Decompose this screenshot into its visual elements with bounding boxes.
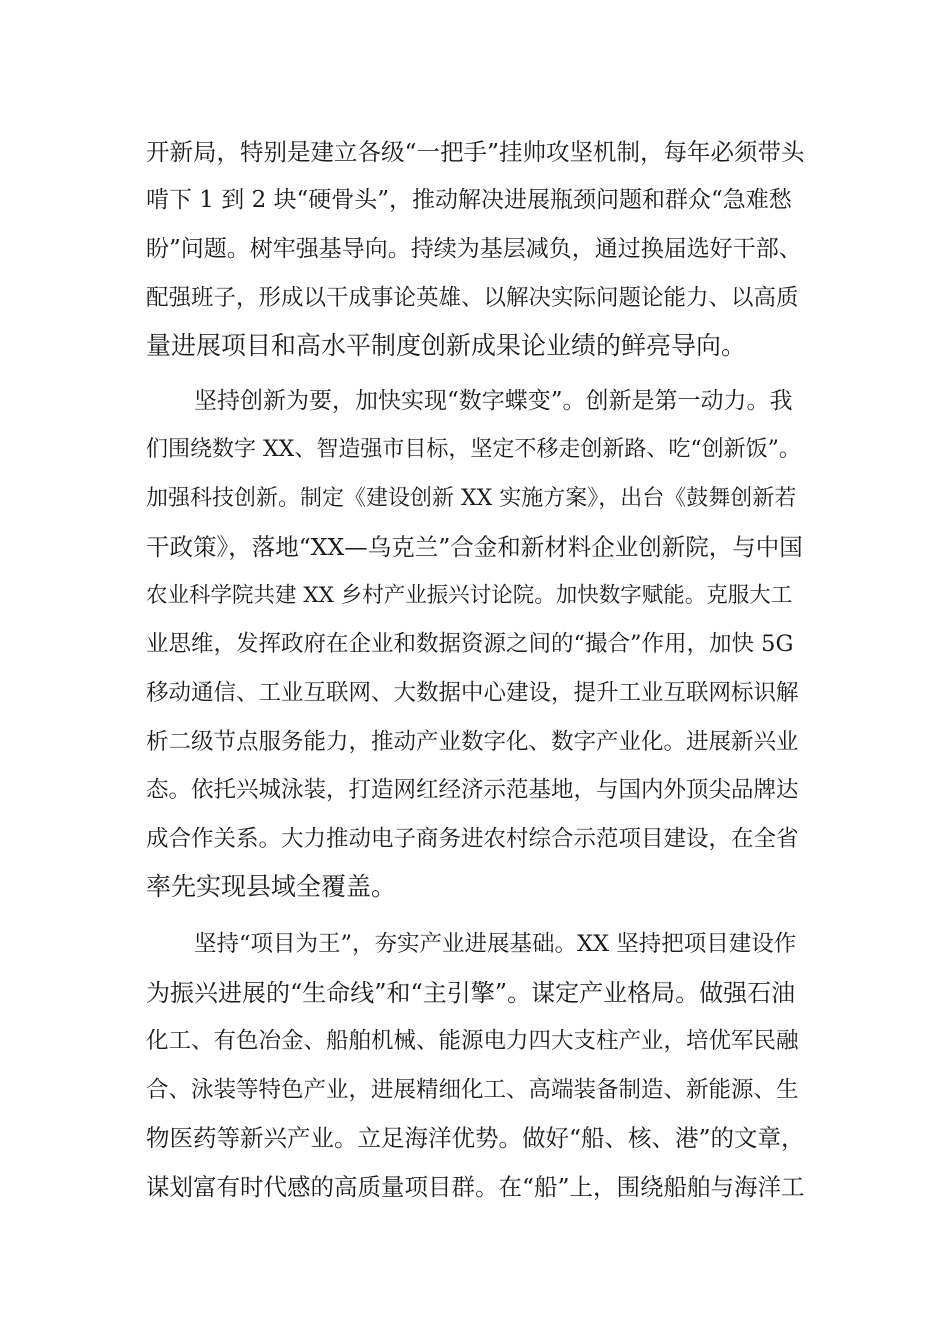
text-line: 态。依托兴城泳装，打造网红经济示范基地，与国内外顶尖品牌达 (146, 777, 799, 803)
text-line: 物医药等新兴产业。立足海洋优势。做好“船、核、港”的文章， (146, 1124, 805, 1152)
text-line: 配强班子，形成以干成事论英雄、以解决实际问题论能力、以高质 (146, 285, 799, 311)
text-line: 开新局，特别是建立各级“一把手”挂帅攻坚机制，每年必须带头 (146, 138, 805, 166)
text-line: 们围绕数字 XX、智造强市目标，坚定不移走创新路、吃“创新饭”。 (146, 437, 801, 462)
text-line: 量进展项目和高水平制度创新成果论业绩的鲜亮导向。 (146, 331, 747, 360)
text-line: 合、泳装等特色产业，进展精细化工、高端装备制造、新能源、生 (146, 1077, 799, 1103)
text-line: 加强科技创新。制定《建设创新 XX 实施方案》，出台《鼓舞创新若 (146, 486, 797, 511)
text-line: 析二级节点服务能力，推动产业数字化、数字产业化。进展新兴业 (146, 729, 799, 755)
paragraph-start-line: 坚持创新为要，加快实现“数字蝶变”。创新是第一动力。我 (194, 388, 793, 414)
text-line: 化工、有色冶金、船舶机械、能源电力四大支柱产业，培优军民融 (146, 1028, 799, 1054)
text-line: 农业科学院共建 XX 乡村产业振兴讨论院。加快数字赋能。克服大工 (146, 583, 793, 608)
text-line: 啃下 1 到 2 块“硬骨头”，推动解决进展瓶颈问题和群众“急难愁 (146, 187, 792, 213)
text-line: 成合作关系。大力推动电子商务进农村综合示范项目建设，在全省 (146, 826, 799, 852)
text-line: 移动通信、工业互联网、大数据中心建设，提升工业互联网标识解 (146, 680, 799, 706)
paragraph-start-line: 坚持“项目为王”，夯实产业进展基础。XX 坚持把项目建设作 (194, 931, 797, 957)
text-line: 谋划富有时代感的高质量项目群。在“船”上，围绕船舶与海洋工 (146, 1173, 805, 1201)
text-line: 干政策》，落地“XX—乌克兰”合金和新材料企业创新院，与中国 (146, 533, 803, 561)
text-line: 盼”问题。树牢强基导向。持续为基层减负，通过换届选好干部、 (146, 236, 802, 262)
text-line: 业思维，发挥政府在企业和数据资源之间的“撮合”作用，加快 5G (146, 631, 794, 657)
text-line: 为振兴进展的“生命线”和“主引擎”。谋定产业格局。做强石油 (146, 979, 796, 1007)
text-line: 率先实现县域全覆盖。 (146, 872, 397, 901)
